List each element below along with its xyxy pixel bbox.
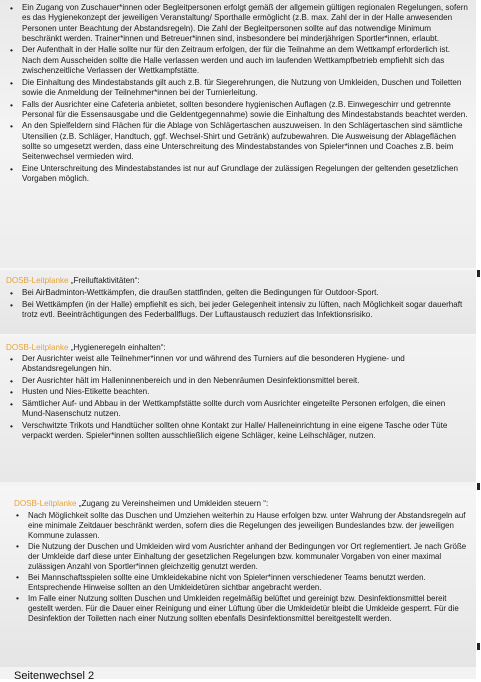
list-item: • Bei Wettkämpfen (in der Halle) empfiehlt es sich, bei jeder Gelegenheit intensiv zu lüften, nach Möglichkeit sogar dauerhaft trotz evtl. Beeinträchtigungen des Federballflugs. Der Luftaustausch reduziert das Infektionsrisiko.: [3, 300, 469, 321]
margin-mark: [477, 483, 480, 490]
section-title: „Freiluftaktivitäten“:: [68, 276, 140, 285]
section-heading-hygiene: [6, 343, 166, 353]
section-heading-changing-rooms: [14, 499, 268, 509]
list-item: • Nach Möglichkeit sollte das Duschen und Umziehen weiterhin zu Hause erfolgen bzw. unter Wahrung der Abstandsregeln auf eine minimale Zeitdauer beschränkt werden, sofern dies die Regelungen des jeweiligen Bundeslandes bzw. der jeweiligen Kommune zulassen.: [9, 511, 471, 541]
section-title: „Hygieneregeln einhalten“:: [68, 343, 166, 352]
list-item: • Die Einhaltung des Mindestabstands gilt auch z.B. für Siegerehrungen, die Nutzung von Umkleiden, Duschen und Toiletten sowie die Anmeldung der Teilnehmer*innen bei der Turnierleitung.: [3, 78, 469, 99]
list-item: • Verschwitzte Trikots und Handtücher sollten ohne Kontakt zur Halle/ Halleneinrichtung in eine eigene Tasche oder Tüte verpackt werden. Spieler*innen sollten ausschließlich eigene Schläger, keine Leihschläger, nutzen.: [3, 421, 469, 442]
list-item: • Bei Mannschaftsspielen sollte eine Umkleidekabine nicht von Spieler*innen verschiedener Teams benutzt werden. Entsprechende Hinweise sollten an den Umkleidetüren sichtbar angebracht werden.: [9, 573, 471, 593]
margin-mark: [477, 643, 480, 650]
list-item: • Die Nutzung der Duschen und Umkleiden wird vom Ausrichter anhand der Bedingungen vor Ort reglementiert. Je nach Größe der Umkleide darf diese unter Einhaltung der gesetzlichen Regelungen bzw. kommunaler Vorgaben von einer maximal zulässigen Anzahl von Sportler*innen gleichzeitig genutzt werden.: [9, 542, 471, 572]
outdoor-rules-list: [3, 288, 469, 321]
dosb-brand-label: DOSB-Leitplanke: [6, 343, 69, 352]
list-item: • Bei AirBadminton-Wettkämpfen, die draußen stattfinden, gelten die Bedingungen für Outdoor-Sport.: [3, 288, 469, 298]
page-footer: Seitenwechsel 2: [14, 670, 95, 682]
list-item: • Sämtlicher Auf- und Abbau in der Wettkampfstätte sollte durch vom Ausrichter eingeteilte Personen erfolgen, die einen Mund-Nasenschutz nutzen.: [3, 399, 469, 420]
list-item: • Ein Zugang von Zuschauer*innen oder Begleitpersonen erfolgt gemäß der allgemein gültigen regionalen Regelungen, sofern es das Hygienekonzept der jeweiligen Veranstaltung/ Sporthalle ermöglicht (z.B. max. Zahl der in der Halle anwesenden Personen unter Beachtung der Abstandsregeln). Die Zahl der Begleitpersonen sollte auf das notwendige Minimum beschränkt werden. Trainer*innen und Betreuer*innen sind, insbesondere bei minderjährigen Sportler*innen, erlaubt.: [3, 3, 469, 44]
changing-room-rules-list: [9, 511, 471, 625]
margin-mark: [477, 270, 480, 277]
list-item: • Der Aufenthalt in der Halle sollte nur für den Zeitraum erfolgen, der für die Teilnahme an dem Wettkampf erforderlich ist. Nach dem Ausscheiden sollte die Halle verlassen werden und auch im laufenden Wettkampfbetrieb empfiehlt sich das zwischenzeitliche Verlassen der Wettkampfstätte.: [3, 45, 469, 76]
dosb-brand-label: DOSB-Leitplanke: [6, 276, 69, 285]
section-title: „Zugang zu Vereinsheimen und Umkleiden steuern “:: [76, 499, 269, 508]
list-item: • Der Ausrichter weist alle Teilnehmer*innen vor und während des Turniers auf die besonderen Hygiene- und Abstandsregelungen hin.: [3, 354, 469, 375]
hygiene-rules-list: [3, 354, 469, 443]
list-item: • An den Spielfeldern sind Flächen für die Ablage von Schlägertaschen auszuweisen. In den Schlägertaschen sind sämtliche Utensilien (z.B. Schläger, Handtuch, ggf. Wechsel-Shirt und Getränk) aufzubewahren. Die Ausweisung der Ablageflächen sollte so umgesetzt werden, dass eine Unterschreitung des Mindestabstandes von Spieler*innen und Coaches z.B. beim Seitenwechsel vermieden wird.: [3, 121, 469, 162]
list-item: • Im Falle einer Nutzung sollten Duschen und Umkleiden regelmäßig belüftet und gereinigt bzw. Desinfektionsmittel bereit gestellt werden. Für die Dauer einer Reinigung und einer Lüftung über die Umkleidetür bleibt die Umkleide gesperrt. Für die Desinfektion der Toiletten nach einer Nutzung sollten ebenfalls Desinfektionsmittel bereitgestellt werden.: [9, 594, 471, 624]
spectator-rules-list: [3, 3, 469, 186]
section-heading-outdoor: [6, 276, 140, 286]
list-item: • Eine Unterschreitung des Mindestabstandes ist nur auf Grundlage der zulässigen Regelungen der geltenden gesetzlichen Vorgaben möglich.: [3, 164, 469, 185]
list-item: • Der Ausrichter hält im Halleninnenbereich und in den Nebenräumen Desinfektionsmittel bereit.: [3, 376, 469, 386]
dosb-brand-label: DOSB-Leitplanke: [14, 499, 77, 508]
list-item: • Husten und Nies-Etikette beachten.: [3, 387, 469, 397]
list-item: • Falls der Ausrichter eine Cafeteria anbietet, sollten besondere hygienischen Auflagen (z.B. Einwegeschirr und getrennte Personal für die Essensausgabe und die Geldentgegennahme) sowie die Einhaltung des Mindestabstands beachtet werden.: [3, 100, 469, 121]
